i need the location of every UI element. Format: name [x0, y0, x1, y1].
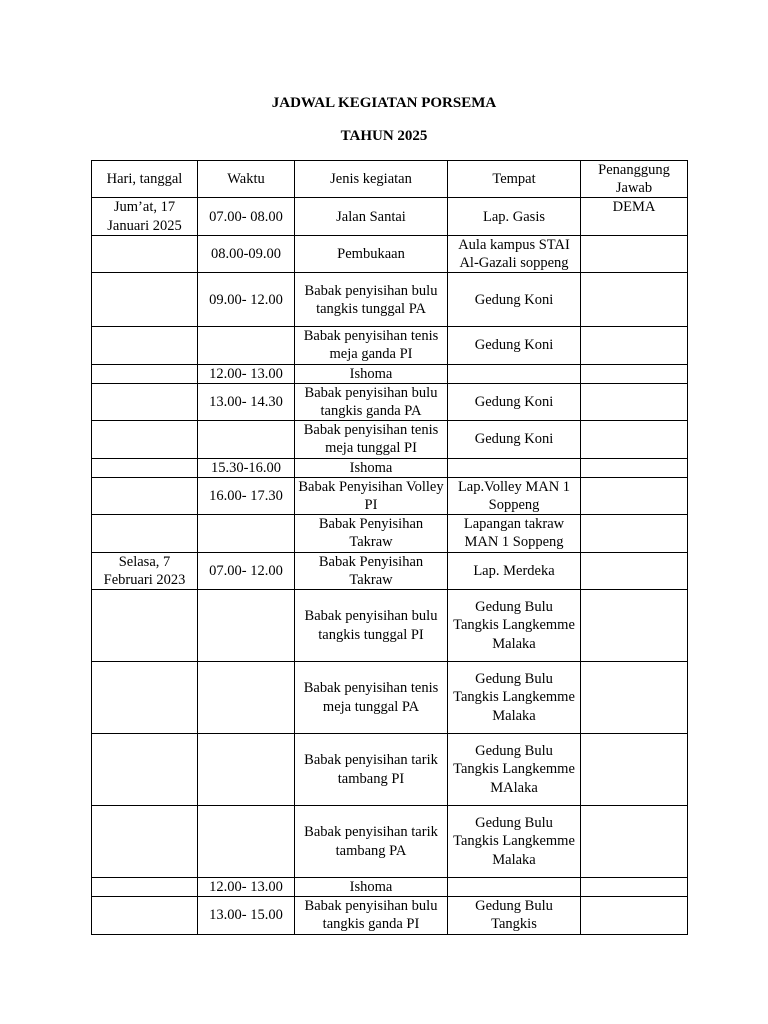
cell-pj	[581, 552, 688, 589]
cell-day	[92, 878, 198, 897]
cell-time: 09.00- 12.00	[198, 273, 295, 327]
cell-activity: Pembukaan	[295, 235, 448, 272]
cell-pj	[581, 590, 688, 662]
table-row	[92, 897, 688, 934]
cell-activity: Babak penyisihan tarik tambang PI	[295, 734, 448, 806]
cell-place: Gedung Bulu Tangkis	[448, 897, 581, 934]
cell-time: 13.00- 14.30	[198, 383, 295, 420]
cell-place: Gedung Koni	[448, 273, 581, 327]
header-activity: Jenis kegiatan	[295, 161, 448, 198]
cell-pj	[581, 878, 688, 897]
cell-activity: Babak Penyisihan Takraw	[295, 515, 448, 552]
cell-place: Lap.Volley MAN 1 Soppeng	[448, 477, 581, 514]
cell-activity: Babak Penyisihan Volley PI	[295, 477, 448, 514]
cell-place: Gedung Bulu Tangkis Langkemme MAlaka	[448, 734, 581, 806]
cell-day	[92, 235, 198, 272]
cell-day: Selasa, 7 Februari 2023	[92, 552, 198, 589]
table-row	[92, 235, 688, 272]
cell-day	[92, 590, 198, 662]
cell-pj	[581, 421, 688, 458]
cell-day	[92, 806, 198, 878]
table-row	[92, 273, 688, 327]
cell-day	[92, 515, 198, 552]
cell-pj	[581, 364, 688, 383]
cell-place	[448, 364, 581, 383]
cell-place: Gedung Koni	[448, 383, 581, 420]
cell-activity: Babak penyisihan bulu tangkis tunggal PI	[295, 590, 448, 662]
cell-time: 07.00- 12.00	[198, 552, 295, 589]
table-row	[92, 364, 688, 383]
cell-pj	[581, 515, 688, 552]
cell-activity: Babak penyisihan bulu tangkis ganda PI	[295, 897, 448, 934]
cell-day: Jum’at, 17 Januari 2025	[92, 198, 198, 235]
cell-activity: Ishoma	[295, 364, 448, 383]
table-row	[92, 515, 688, 552]
cell-pj	[581, 806, 688, 878]
cell-time: 07.00- 08.00	[198, 198, 295, 235]
cell-pj	[581, 897, 688, 934]
cell-time: 08.00-09.00	[198, 235, 295, 272]
cell-activity: Ishoma	[295, 878, 448, 897]
cell-day	[92, 327, 198, 364]
cell-day	[92, 364, 198, 383]
header-time: Waktu	[198, 161, 295, 198]
cell-time	[198, 662, 295, 734]
cell-day	[92, 734, 198, 806]
cell-pj	[581, 734, 688, 806]
cell-place: Gedung Koni	[448, 421, 581, 458]
cell-pj	[581, 477, 688, 514]
header-pj: Penanggung Jawab	[581, 161, 688, 198]
cell-activity: Ishoma	[295, 458, 448, 477]
table-row	[92, 590, 688, 662]
cell-place: Gedung Bulu Tangkis Langkemme Malaka	[448, 806, 581, 878]
cell-pj	[581, 458, 688, 477]
document-title: JADWAL KEGIATAN PORSEMA	[271, 95, 497, 111]
cell-time: 15.30-16.00	[198, 458, 295, 477]
cell-day	[92, 662, 198, 734]
cell-day	[92, 458, 198, 477]
table-row	[92, 477, 688, 514]
table-row	[92, 198, 688, 235]
cell-activity: Babak penyisihan bulu tangkis ganda PA	[295, 383, 448, 420]
cell-day	[92, 383, 198, 420]
cell-day	[92, 273, 198, 327]
cell-time	[198, 806, 295, 878]
cell-activity: Babak penyisihan tenis meja ganda PI	[295, 327, 448, 364]
schedule-body	[92, 198, 688, 934]
cell-place: Gedung Koni	[448, 327, 581, 364]
cell-activity: Jalan Santai	[295, 198, 448, 235]
cell-time	[198, 421, 295, 458]
cell-time	[198, 515, 295, 552]
cell-place	[448, 878, 581, 897]
schedule-table	[91, 160, 688, 935]
cell-day	[92, 897, 198, 934]
cell-place: Lap. Gasis	[448, 198, 581, 235]
table-row	[92, 458, 688, 477]
cell-time	[198, 734, 295, 806]
cell-time	[198, 590, 295, 662]
cell-day	[92, 421, 198, 458]
cell-activity: Babak Penyisihan Takraw	[295, 552, 448, 589]
header-place: Tempat	[448, 161, 581, 198]
cell-day	[92, 477, 198, 514]
cell-place: Lap. Merdeka	[448, 552, 581, 589]
cell-time: 16.00- 17.30	[198, 477, 295, 514]
cell-activity: Babak penyisihan bulu tangkis tunggal PA	[295, 273, 448, 327]
table-row	[92, 806, 688, 878]
table-row	[92, 327, 688, 364]
cell-pj	[581, 662, 688, 734]
cell-time: 12.00- 13.00	[198, 878, 295, 897]
table-row	[92, 662, 688, 734]
cell-pj	[581, 235, 688, 272]
table-row	[92, 383, 688, 420]
document-subtitle: TAHUN 2025	[340, 128, 428, 144]
cell-place	[448, 458, 581, 477]
cell-activity: Babak penyisihan tenis meja tunggal PI	[295, 421, 448, 458]
cell-activity: Babak penyisihan tenis meja tunggal PA	[295, 662, 448, 734]
cell-place: Gedung Bulu Tangkis Langkemme Malaka	[448, 590, 581, 662]
cell-activity: Babak penyisihan tarik tambang PA	[295, 806, 448, 878]
cell-time	[198, 327, 295, 364]
cell-place: Lapangan takraw MAN 1 Soppeng	[448, 515, 581, 552]
cell-time: 13.00- 15.00	[198, 897, 295, 934]
table-row	[92, 552, 688, 589]
cell-place: Gedung Bulu Tangkis Langkemme Malaka	[448, 662, 581, 734]
cell-place: Aula kampus STAI Al-Gazali soppeng	[448, 235, 581, 272]
cell-pj: DEMA	[581, 198, 688, 235]
cell-pj	[581, 327, 688, 364]
table-row	[92, 878, 688, 897]
cell-time: 12.00- 13.00	[198, 364, 295, 383]
cell-pj	[581, 383, 688, 420]
table-header-row	[92, 161, 688, 198]
header-day: Hari, tanggal	[92, 161, 198, 198]
cell-pj	[581, 273, 688, 327]
table-row	[92, 734, 688, 806]
table-row	[92, 421, 688, 458]
